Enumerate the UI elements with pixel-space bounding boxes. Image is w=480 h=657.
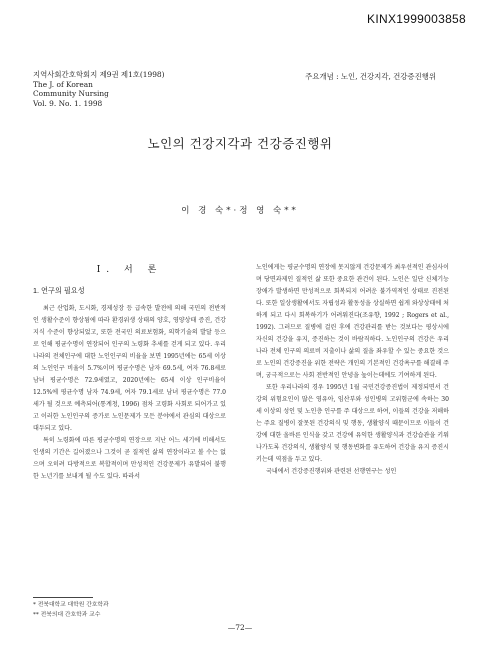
paper-title: 노인의 건강지각과 건강증진행위 [147, 136, 333, 151]
authors: 이 경 숙*·정 영 숙** [181, 206, 299, 216]
footnote-divider [33, 597, 93, 598]
body-paragraph: 또한 우리나라의 경우 1995년 1월 국민건강증진법이 제정되면서 건강의 위험요인이 많은 영유아, 임산부와 성인병의 고위험군에 속하는 30세 이상의 성인 및 노인층 인구를 주 대상으로 하여, 이들의 건강을 저해하는 주요 질병이 잘못된 건강의식 및 행동, 생활양식 때문이므로 이들이 건강에 대한 올바른 인식을 갖고 건강에 유익한 생활양식과 건강습관을 키워 나가도록 건강의식, 생활양식 및 행동변화를 유도하여 건강을 유지 증진시키는데 역점을 두고 있다. [256, 384, 449, 463]
footnote-item: ** 전북의대 간호학과 교수 [33, 612, 101, 618]
page-number: —72— [227, 623, 253, 632]
section-heading: Ⅰ. 서 론 [96, 265, 163, 275]
right-column [256, 262, 449, 478]
subsection-heading: 1. 연구의 필요성 [33, 286, 85, 295]
journal-info [33, 70, 165, 108]
footnotes [33, 600, 233, 620]
journal-line2: Community Nursing [33, 89, 109, 99]
keywords: 주요개념 : 노인, 건강지각, 건강증진행위 [305, 72, 436, 81]
body-paragraph: 국내에서 건강증진행위와 관련된 선행연구는 성인 [266, 468, 397, 475]
left-column [33, 262, 226, 483]
body-paragraph: 노인에게는 평균수명의 연장에 못지않게 건강문제가 최우선적인 관심사이며 당면과제인 질적인 삶 또한 중요한 관건이 된다. 노인은 일단 신체기능장애가 발생하면 만성적으로 회복되지 어려운 불가역적인 상태로 진전된다. 또한 일상생활에서도 자립성과 활동성을 상실하면 쉽게 와상상태에 처하게 되고 다시 회복하기가 어려워진다(조유향, 1992 ; Rogers et al., 1992). 그러므로 질병에 걸린 후에 건강관리를 받는 것보다는 평상시에 자신의 건강을 유지, 증진하는 것이 바람직하다. 노인인구의 건강은 우리나라 전체 인구의 의료비 지출이나 삶의 질을 좌우할 수 있는 중요한 것으로 노인의 건강증진을 위한 전략은 개인의 기본적인 건강욕구를 해결해 주며, 궁극적으로는 사회 전반적인 안녕을 높이는데에도 기여하게 된다. [256, 264, 449, 379]
document-id: KINX1999003858 [367, 12, 466, 26]
body-paragraph: 특히 노령화에 따른 평균수명의 연장으로 지난 어느 세기에 비해서도 인생의 기간은 길어졌으나 그것이 곧 질적인 삶의 연장이라고 볼 수는 없으며 오히려 다방적으로 복합적이며 만성적인 건강문제가 유발되어 불행한 노년기를 보내게 될 수도 있다. 따라서 [33, 437, 226, 480]
body-paragraph: 최근 산업화, 도시화, 경제성장 등 급속한 발전에 의해 국민의 전반적인 생활수준이 향상됨에 따라 환경위생 상태의 양호, 영양상태 증진, 건강지식 수준이 향상되었고, 또한 전국민 의료보험화, 의학기술의 발달 등으로 인해 평균수명이 연장되어 인구의 노령화 추세를 걷게 되고 있다. 우리나라의 전체인구에 대한 노인인구의 비율을 보면 1995년에는 65세 이상의 노인인구 비율이 5.7%이며 평균수명은 남자 69.5세, 여자 76.8세로 남녀 평균수명은 72.9세였고, 2020년에는 65세 이상 인구비율이 12.5%에 평균수명 남자 74.9세, 여자 79.1세로 남녀 평균수명은 77.0세가 될 것으로 예측되어(통계청, 1996) 점차 고령화 사회로 되어가고 있고 이러한 노인인구의 증가로 노인문제가 모든 분야에서 관심의 대상으로 대두되고 있다. [33, 305, 226, 432]
footnote-item: * 전북대학교 대학원 간호학과 [33, 602, 109, 608]
journal-line3: Vol. 9. No. 1. 1998 [33, 98, 103, 108]
journal-line1: The J. of Korean [33, 79, 93, 89]
journal-korean: 지역사회간호학회지 제9권 제1호(1998) [33, 70, 165, 79]
